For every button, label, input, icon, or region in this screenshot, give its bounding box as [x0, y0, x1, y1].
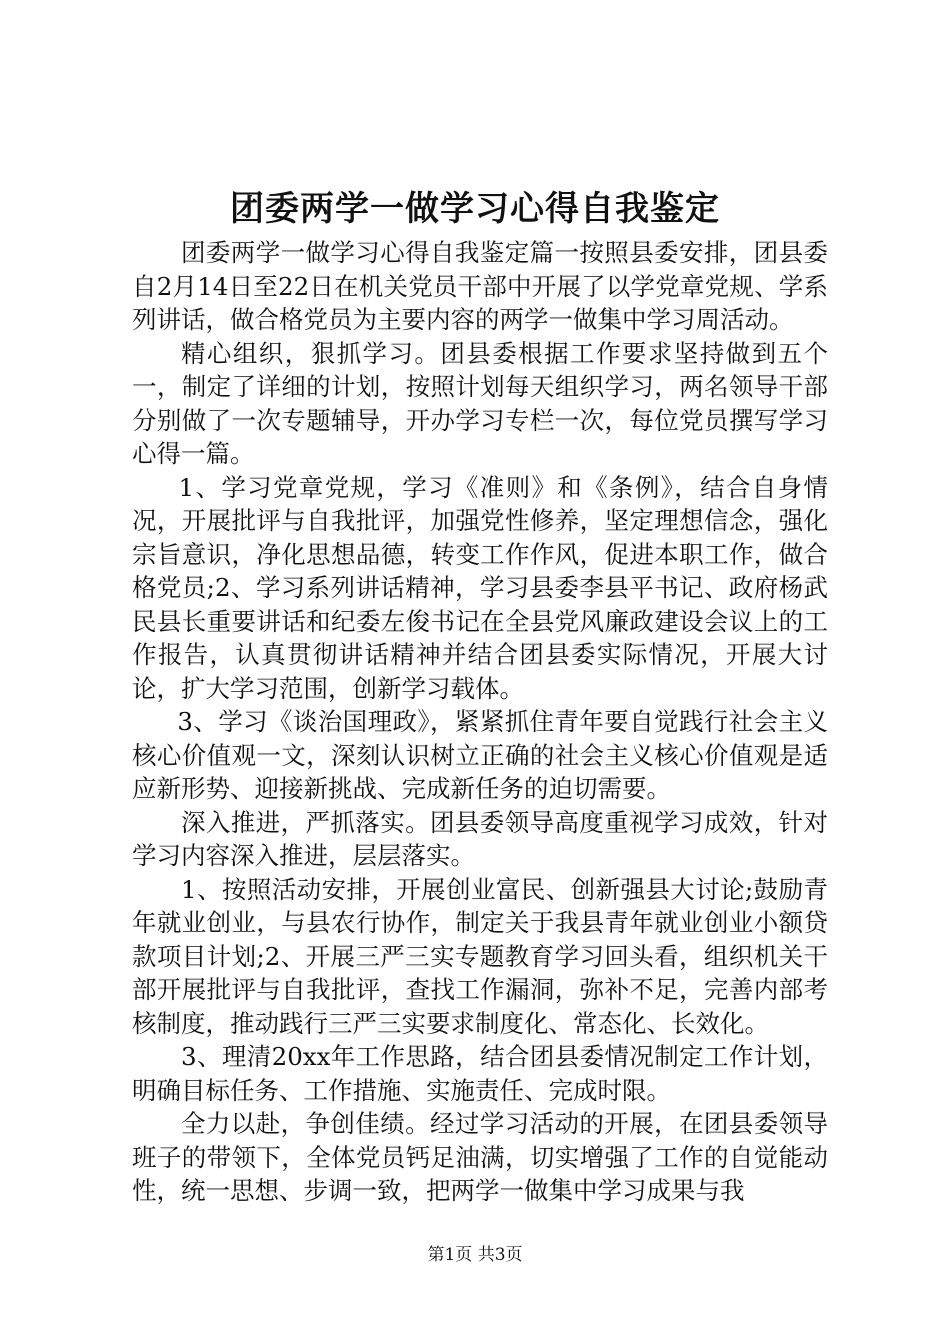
paragraph-results: 全力以赴，争创佳绩。经过学习活动的开展，在团县委领导班子的带领下，全体党员钙足油满，切实增强了工作的自觉能动性，统一思想、步调一致，把两学一做集中学习成果与我 — [132, 1109, 828, 1205]
paragraph-advance: 深入推进，严抓落实。团县委领导高度重视学习成效，针对学习内容深入推进，层层落实。 — [132, 807, 828, 870]
paragraph-activity-3: 3、理清20xx年工作思路，结合团县委情况制定工作计划，明确目标任务、工作措施、实施责任、完成时限。 — [132, 1042, 828, 1105]
paragraph-item-1-2: 1、学习党章党规，学习《准则》和《条例》，结合自身情况，开展批评与自我批评，加强党性修养，坚定理想信念，强化宗旨意识，净化思想品德，转变工作作风，促进本职工作，做合格党员;2、学习系列讲话精神，学习县委李县平书记、政府杨武民县长重要讲话和纪委左俊书记在全县党风廉政建设会议上的工作报告，认真贯彻讲话精神并结合团县委实际情况，开展大讨论，扩大学习范围，创新学习载体。 — [132, 472, 828, 703]
paragraph-activity-1-2: 1、按照活动安排，开展创业富民、创新强县大讨论;鼓励青年就业创业，与县农行协作，制定关于我县青年就业创业小额贷款项目计划;2、开展三严三实专题教育学习回头看，组织机关干部开展批评与自我批评，查找工作漏洞，弥补不足，完善内部考核制度，推动践行三严三实要求制度化、常态化、长效化。 — [132, 874, 828, 1038]
paragraph-intro: 团委两学一做学习心得自我鉴定篇一按照县委安排，团县委自2月14日至22日在机关党员干部中开展了以学党章党规、学系列讲话，做合格党员为主要内容的两学一做集中学习周活动。 — [132, 238, 828, 334]
document-body — [132, 236, 828, 1208]
paragraph-item-3: 3、学习《谈治国理政》，紧紧抓住青年要自觉践行社会主义核心价值观一文，深刻认识树立正确的社会主义核心价值观是适应新形势、迎接新挑战、完成新任务的迫切需要。 — [132, 707, 828, 803]
paragraph-organize: 精心组织，狠抓学习。团县委根据工作要求坚持做到五个一，制定了详细的计划，按照计划每天组织学习，两名领导干部分别做了一次专题辅导，开办学习专栏一次，每位党员撰写学习心得一篇。 — [132, 338, 828, 468]
document-title: 团委两学一做学习心得自我鉴定 — [230, 189, 720, 229]
page-number: 第1页 共3页 — [427, 1245, 523, 1265]
